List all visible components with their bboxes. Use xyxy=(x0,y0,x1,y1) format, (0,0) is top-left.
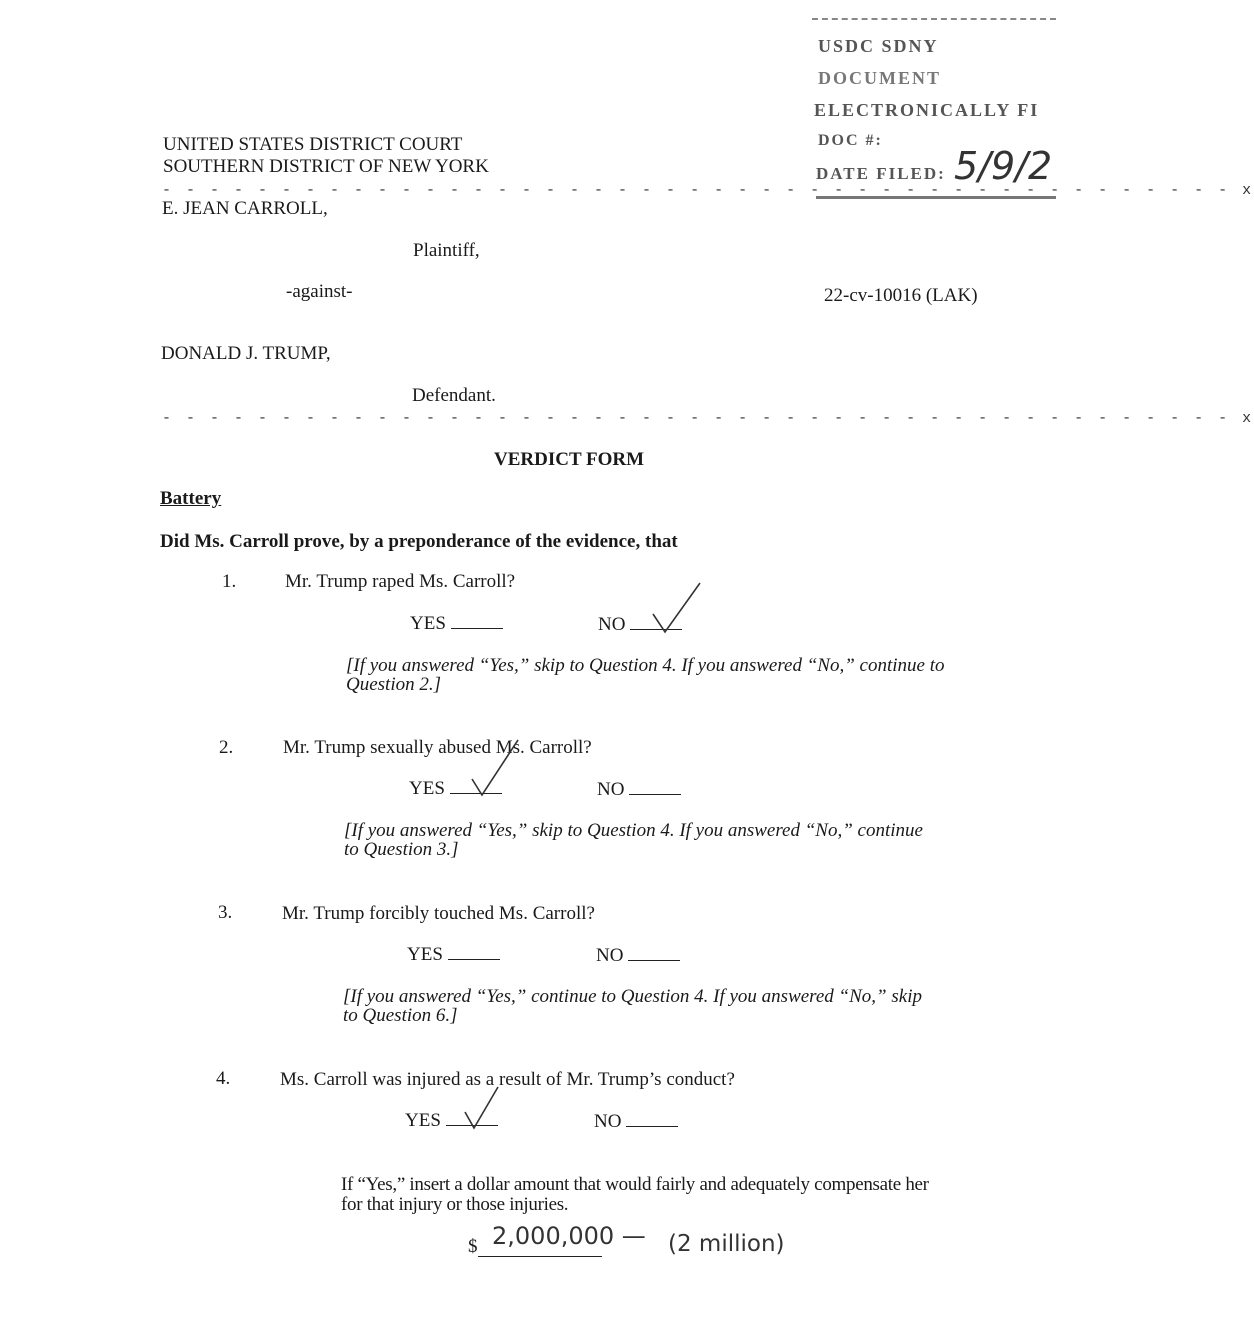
case-number: 22-cv-10016 (LAK) xyxy=(824,285,978,306)
question-text: Mr. Trump sexually abused Ms. Carroll? xyxy=(283,737,592,758)
question-number: 1. xyxy=(222,571,237,592)
instruction-line-2: to Question 6.] xyxy=(343,1005,458,1026)
question-number: 2. xyxy=(219,737,234,758)
stamp-handwritten-date: 5/9/2 xyxy=(954,144,1053,188)
plaintiff-label: Plaintiff, xyxy=(413,240,480,261)
yes-label: YES xyxy=(405,1110,441,1131)
intro-question: Did Ms. Carroll prove, by a preponderance of the evidence, that xyxy=(160,531,678,552)
form-title: VERDICT FORM xyxy=(494,449,645,470)
question-text: Ms. Carroll was injured as a result of Mr. Trump’s conduct? xyxy=(280,1069,735,1090)
checkmark-icon xyxy=(465,1087,498,1128)
stamp-line-usdc: USDC SDNY xyxy=(818,36,939,56)
question-number: 3. xyxy=(218,902,233,923)
instruction-line-1: [If you answered “Yes,” skip to Question 4. If you answered “No,” continue xyxy=(344,820,923,841)
no-label: NO xyxy=(598,614,626,635)
yes-label: YES xyxy=(407,944,443,965)
currency-symbol: $ xyxy=(468,1236,478,1257)
stamp-line-document: DOCUMENT xyxy=(818,68,941,88)
stamp-line-doc-number: DOC #: xyxy=(818,132,883,149)
yes-label: YES xyxy=(410,613,446,634)
stamp-line-electronically: ELECTRONICALLY FI xyxy=(814,100,1040,120)
question-text: Mr. Trump raped Ms. Carroll? xyxy=(285,571,516,592)
instruction-line-2: to Question 3.] xyxy=(344,839,459,860)
checkmark-icon xyxy=(472,740,518,795)
defendant-name: DONALD J. TRUMP, xyxy=(161,343,331,364)
no-label: NO xyxy=(596,945,624,966)
plaintiff-name: E. JEAN CARROLL, xyxy=(162,198,328,219)
instruction-line-2: Question 2.] xyxy=(346,674,441,695)
yes-label: YES xyxy=(409,778,445,799)
instruction-line-1: If “Yes,” insert a dollar amount that would fairly and adequately compensate her xyxy=(341,1174,929,1195)
court-line-1: UNITED STATES DISTRICT COURT xyxy=(163,134,463,155)
defendant-label: Defendant. xyxy=(412,385,496,406)
damages-amount: 2,000,000 — xyxy=(492,1222,646,1250)
section-heading: Battery xyxy=(160,488,222,509)
against-label: -against- xyxy=(286,281,353,302)
caption-divider-bottom: - - - - - - - - - - - - - - - - - - - - - - - - - - - - - - - - - - - - - - - - - - - - - x xyxy=(162,410,1254,427)
court-line-2: SOUTHERN DISTRICT OF NEW YORK xyxy=(163,156,489,177)
question-number: 4. xyxy=(216,1068,231,1089)
instruction-line-1: [If you answered “Yes,” continue to Question 4. If you answered “No,” skip xyxy=(343,986,922,1007)
stamp-line-date-filed: DATE FILED: xyxy=(816,164,946,183)
checkmark-icon xyxy=(653,583,700,632)
no-label: NO xyxy=(597,779,625,800)
no-label: NO xyxy=(594,1111,622,1132)
damages-note: (2 million) xyxy=(668,1231,785,1257)
instruction-line-1: [If you answered “Yes,” skip to Question 4. If you answered “No,” continue to xyxy=(346,655,945,676)
caption-divider-top: - - - - - - - - - - - - - - - - - - - - - - - - - - - - - - - - - - - - - - - - - - - - - x xyxy=(162,182,1254,199)
question-text: Mr. Trump forcibly touched Ms. Carroll? xyxy=(282,903,595,924)
instruction-line-2: for that injury or those injuries. xyxy=(341,1194,569,1215)
